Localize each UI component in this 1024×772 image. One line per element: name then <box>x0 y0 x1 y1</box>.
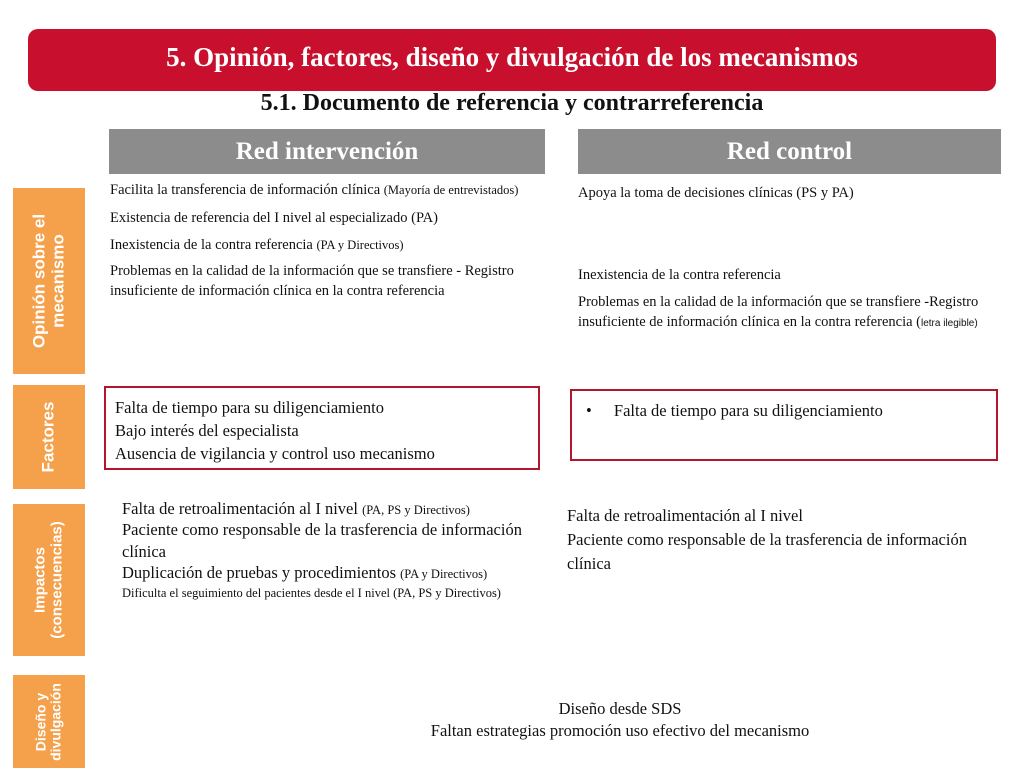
side-tab-impactos <box>13 504 85 656</box>
side-tab-impactos-label: Impactos (consecuencias) <box>31 521 65 639</box>
opinion-item <box>110 208 546 228</box>
diseno-section <box>240 698 1000 743</box>
side-tab-diseno-label: Diseño y divulgación <box>32 682 64 761</box>
diseno-item: Faltan estrategias promoción uso efectivo del mecanismo <box>430 721 810 741</box>
side-tab-diseno <box>13 675 85 768</box>
opinion-item <box>578 183 996 203</box>
factores-control-list <box>586 399 986 422</box>
factores-intervencion-list <box>115 396 535 465</box>
opinion-item <box>110 180 546 200</box>
impacto-note: (PA y Directivos) <box>400 567 488 582</box>
factor-item: Bajo interés del especialista <box>115 421 299 441</box>
impacto-item <box>122 498 532 519</box>
impacto-text: Paciente como responsable de la trasferencia de información clínica <box>122 520 522 561</box>
opinion-item <box>578 292 996 333</box>
factores-intervencion-box <box>104 386 540 470</box>
factor-text: Falta de tiempo para su diligenciamiento <box>613 401 883 420</box>
page-subtitle: 5.1. Documento de referencia y contrarreferencia <box>260 90 764 116</box>
diseno-item: Diseño desde SDS <box>558 699 682 718</box>
impacto-item: Paciente como responsable de la trasferencia de información clínica <box>567 529 967 573</box>
impactos-control <box>567 504 987 576</box>
opinion-note: letra ilegible) <box>921 317 978 329</box>
impacto-item <box>122 562 532 583</box>
opinion-text: Inexistencia de la contra referencia <box>110 236 313 253</box>
opinion-item <box>110 235 546 255</box>
page-title: 5. Opinión, factores, diseño y divulgación de los mecanismos <box>166 42 858 72</box>
impacto-note: (PA, PS y Directivos) <box>393 585 501 600</box>
impactos-intervencion <box>122 498 532 602</box>
opinion-note: (Mayoría de entrevistados) <box>383 183 519 197</box>
opinion-text: Inexistencia de la contra referencia <box>578 267 781 284</box>
opinion-text: Problemas en la calidad de la información que se transfiere - Registro insuficiente de información clínica en la contra referencia <box>110 262 514 300</box>
opinion-text: Problemas en la calidad de la información que se transfiere -Registro insuficiente de información clínica en la contra referencia ( <box>578 293 979 330</box>
column-header-control: Red control <box>578 129 1001 174</box>
opinion-note: (PA y Directivos) <box>316 237 404 252</box>
opinion-item <box>578 265 996 285</box>
bullet: • <box>586 401 592 420</box>
impacto-note: (PA, PS y Directivos) <box>362 503 470 517</box>
opinion-text: Existencia de referencia del I nivel al especializado (PA) <box>110 210 438 227</box>
opinion-text: Apoya la toma de decisiones clínicas (PS y PA) <box>578 185 854 201</box>
opinion-text: Facilita la transferencia de información clínica <box>110 182 381 198</box>
impacto-text: Dificulta el seguimiento del pacientes desde el I nivel <box>122 585 390 600</box>
column-header-intervencion: Red intervención <box>109 129 545 174</box>
opinion-item <box>110 261 546 302</box>
opinion-control <box>578 183 996 332</box>
impacto-text: Duplicación de pruebas y procedimientos <box>122 563 396 583</box>
side-tab-opinion <box>13 188 85 374</box>
side-tab-factores-label: Factores <box>38 401 58 473</box>
factor-item: Ausencia de vigilancia y control uso mecanismo <box>115 444 435 464</box>
side-tab-opinion-label: Opinión sobre el mecanismo <box>29 213 67 349</box>
factor-item: Falta de tiempo para su diligenciamiento <box>115 398 384 417</box>
opinion-intervencion <box>110 180 546 301</box>
impacto-item: Falta de retroalimentación al I nivel <box>567 506 803 525</box>
factor-item <box>586 399 986 422</box>
impacto-item <box>122 584 532 602</box>
impacto-item <box>122 519 532 562</box>
impacto-text: Falta de retroalimentación al I nivel <box>122 499 358 518</box>
factores-control-box <box>570 389 998 461</box>
title-banner <box>28 29 996 91</box>
side-tab-factores <box>13 385 85 489</box>
